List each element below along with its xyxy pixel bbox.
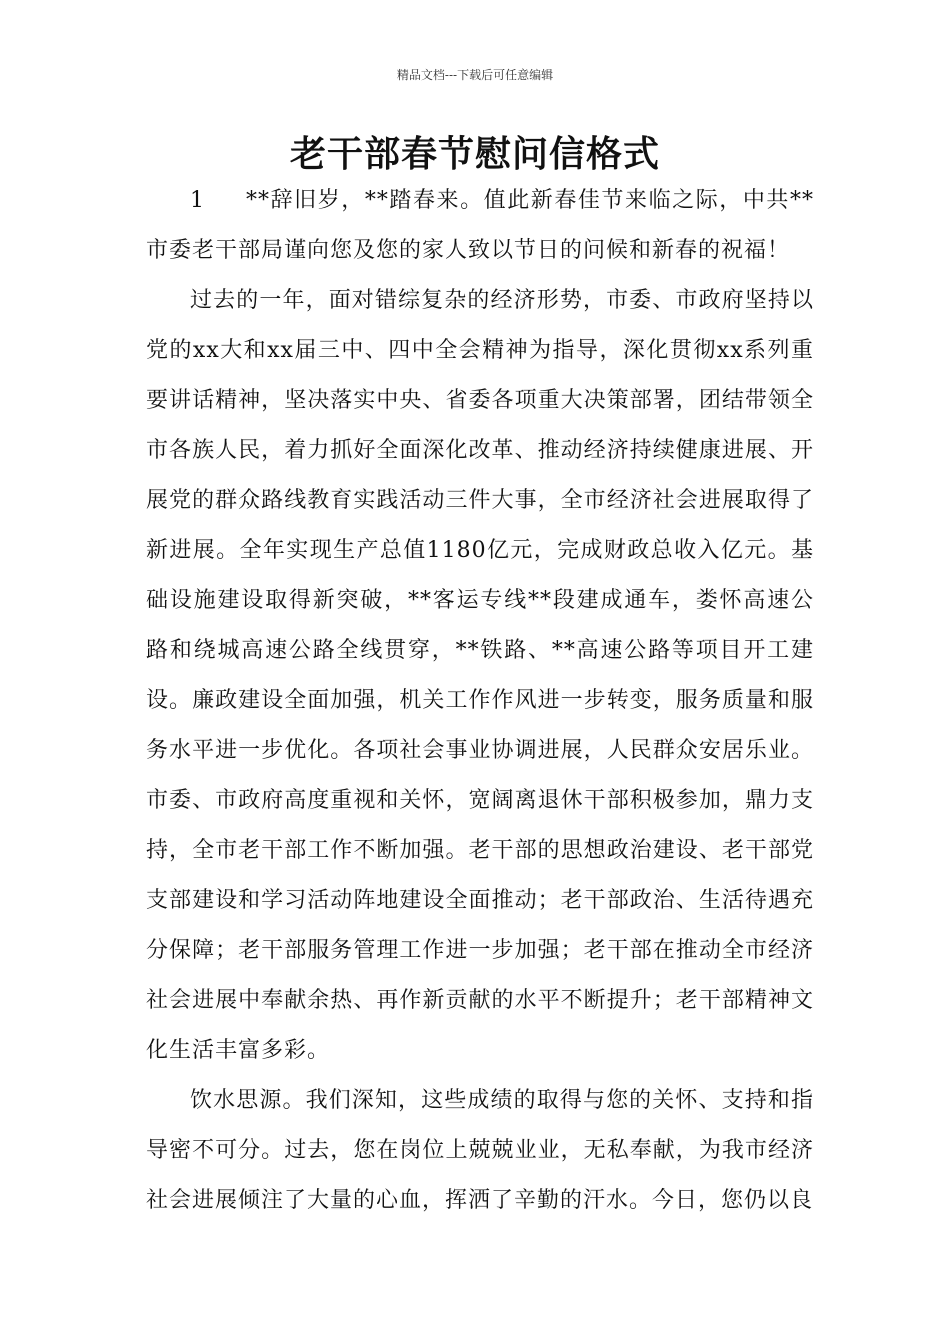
page-header: 精品文档---下载后可任意编辑 xyxy=(396,68,554,82)
letter-body xyxy=(146,176,814,1226)
paragraph-1 xyxy=(146,176,814,276)
paragraph-number: 1 xyxy=(190,188,205,213)
paragraph-1-text: **辞旧岁，**踏春来。值此新春佳节来临之际，中共**市委老干部局谨向您及您的家人致以节日的问候和新春的祝福！ xyxy=(146,188,814,263)
paragraph-3: 饮水思源。我们深知，这些成绩的取得与您的关怀、支持和指导密不可分。过去，您在岗位上兢兢业业，无私奉献，为我市经济社会进展倾注了大量的心血，挥洒了辛勤的汗水。今日，您仍以良 xyxy=(146,1088,814,1213)
paragraph-2: 过去的一年，面对错综复杂的经济形势，市委、市政府坚持以党的xx大和xx届三中、四中全会精神为指导，深化贯彻xx系列重要讲话精神，坚决落实中央、省委各项重大决策部署，团结带领全市各族人民，着力抓好全面深化改革、推动经济持续健康进展、开展党的群众路线教育实践活动三件大事，全市经济社会进展取得了新进展。全年实现生产总值1180亿元，完成财政总收入亿元。基础设施建设取得新突破，**客运专线**段建成通车，娄怀高速公路和绕城高速公路全线贯穿，**铁路、**高速公路等项目开工建设。廉政建设全面加强，机关工作作风进一步转变，服务质量和服务水平进一步优化。各项社会事业协调进展，人民群众安居乐业。市委、市政府高度重视和关怀，宽阔离退休干部积极参加，鼎力支持，全市老干部工作不断加强。老干部的思想政治建设、老干部党支部建设和学习活动阵地建设全面推动；老干部政治、生活待遇充分保障；老干部服务管理工作进一步加强；老干部在推动全市经济社会进展中奉献余热、再作新贡献的水平不断提升；老干部精神文化生活丰富多彩。 xyxy=(146,288,814,1063)
document-title: 老干部春节慰问信格式 xyxy=(289,133,660,175)
